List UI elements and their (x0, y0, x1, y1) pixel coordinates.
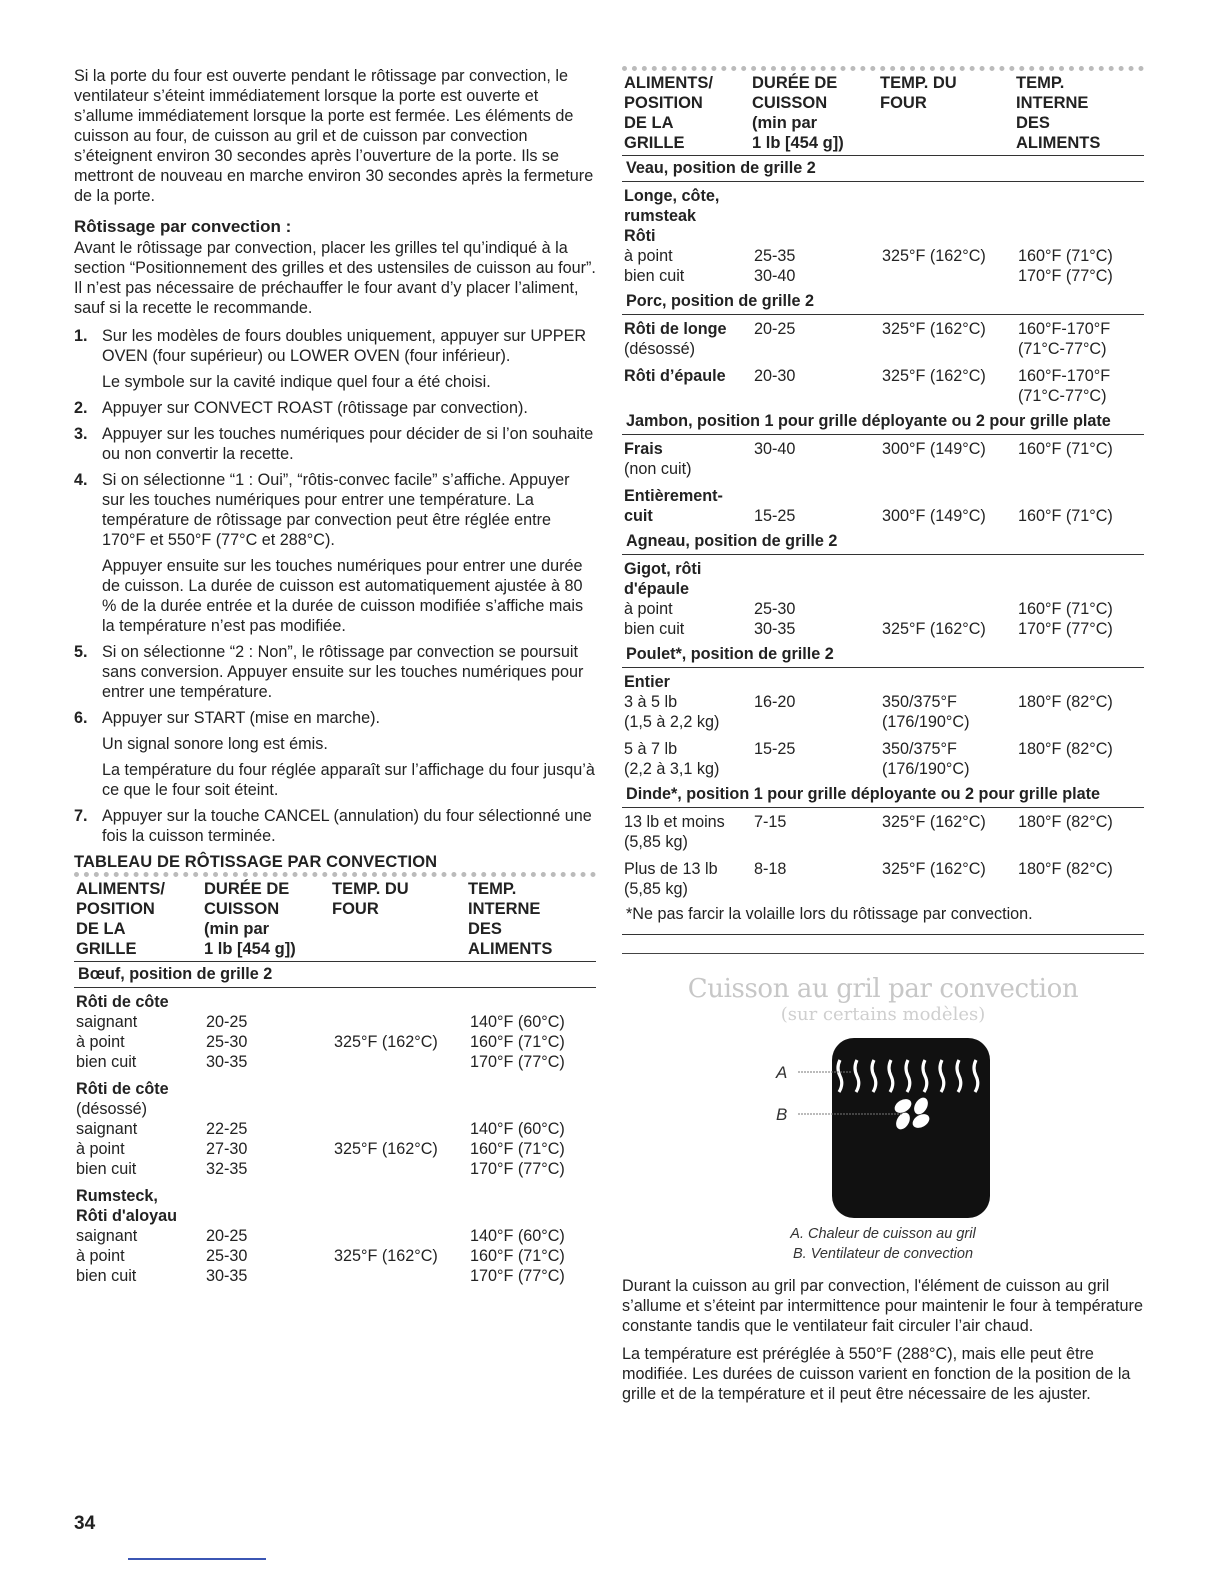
table-cell (880, 266, 1016, 286)
table-cell: 30-35 (754, 620, 796, 638)
table-group (622, 182, 1144, 289)
table-cell (468, 1099, 596, 1119)
table-cell: (désossé) (624, 340, 696, 358)
table-cell: (176/190°C) (882, 713, 970, 731)
broil-section-title: Cuisson au gril par convection (687, 974, 1079, 1004)
table-cell: Longe, côte, (624, 187, 720, 205)
table-row (622, 739, 1144, 759)
left-column (74, 66, 596, 1289)
table-cell: 325°F (162°C) (334, 1140, 438, 1158)
table-cell: d'épaule (624, 580, 690, 598)
table-section-heading: Dinde*, position 1 pour grille déployante ou 2 pour grille plate (622, 782, 1144, 808)
table-cell: 325°F (162°C) (882, 320, 986, 338)
table-cell: 160°F (71°C) (470, 1140, 565, 1158)
caption-b: B. Ventilateur de convection (792, 1246, 974, 1262)
table-cell (752, 339, 880, 359)
step-subtext: Le symbole sur la cavité indique quel four a été choisi. (102, 373, 491, 391)
table-cell: 160°F (71°C) (1018, 247, 1113, 265)
oven-illustration (622, 1034, 1144, 1224)
table-cell: 20-25 (754, 320, 796, 338)
table-row (74, 1266, 596, 1286)
table-group (74, 1182, 596, 1289)
table-cell: 30-40 (754, 267, 796, 285)
table-cell: 325°F (162°C) (882, 860, 986, 878)
table-cell: Rôti de longe (624, 320, 727, 338)
table-row (622, 832, 1144, 852)
table-cell: (2,2 à 3,1 kg) (624, 760, 720, 778)
table-header-cell: DURÉE DE CUISSON (min par 1 lb [454 g]) (204, 880, 296, 958)
table-cell: 300°F (149°C) (882, 507, 986, 525)
label-b: B (776, 1105, 788, 1124)
table-section-heading: Poulet*, position de grille 2 (622, 642, 1144, 668)
table-row (74, 992, 596, 1012)
table-row (74, 1206, 596, 1226)
table-cell (752, 579, 880, 599)
table-cell: cuit (624, 507, 653, 525)
table-cell (752, 559, 880, 579)
table-row (74, 1159, 596, 1179)
table-cell: 140°F (60°C) (470, 1227, 565, 1245)
table-row (622, 579, 1144, 599)
diagram-captions (622, 1224, 1144, 1264)
table-cell: saignant (76, 1227, 138, 1245)
table-row (74, 1032, 596, 1052)
table-cell: Rumsteck, (76, 1187, 158, 1205)
table-cell: 25-30 (754, 600, 796, 618)
table-cell: Rôti de côte (76, 1080, 169, 1098)
table-cell (880, 459, 1016, 479)
table-row (622, 439, 1144, 459)
step-number: 4. (74, 471, 88, 489)
step-item (74, 642, 596, 702)
step-text: Si on sélectionne “1 : Oui”, “rôtis-convec facile” s’affiche. Appuyer sur les touches numériques pour entrer une température. La température de rôtissage par convection peut être réglée entre 170°F et 550°F (77°C et 288°C). (102, 471, 570, 549)
table-row (622, 812, 1144, 832)
steps-list (74, 326, 596, 846)
table-cell: 32-35 (206, 1160, 248, 1178)
table-cell: 5 à 7 lb (624, 740, 678, 758)
table-header (622, 66, 1144, 156)
table-cell: Rôti (624, 227, 656, 245)
table-cell: à point (76, 1140, 125, 1158)
step-subtext: Appuyer ensuite sur les touches numériques pour entrer une durée de cuisson. La durée de cuisson est automatiquement ajustée à 80 % de la durée entrée et la durée de cuisson modifiée s’affiche mais la température n’est pas modifiée. (102, 557, 584, 635)
table-cell: 15-25 (754, 740, 796, 758)
table-cell (332, 1099, 468, 1119)
table-cell: 350/375°F (882, 693, 957, 711)
table-cell (468, 1079, 596, 1099)
table-cell (752, 712, 880, 732)
table-cell (880, 386, 1016, 406)
table-cell: Gigot, rôti (624, 560, 702, 578)
table-cell: 15-25 (754, 507, 796, 525)
table-group (622, 808, 1144, 855)
step-text: Appuyer sur la touche CANCEL (annulation) du four sélectionné une fois la cuisson terminée. (102, 807, 592, 845)
table-group (622, 362, 1144, 409)
broil-paragraph-1: Durant la cuisson au gril par convection, l'élément de cuisson au gril s’allume et s’éteint par intermittence pour maintenir le four à température constante tandis que le ventilateur fait circuler l’air chaud. (622, 1277, 1143, 1335)
table-cell (880, 206, 1016, 226)
table-cell (1016, 759, 1144, 779)
table-cell: (désossé) (76, 1100, 148, 1118)
table-cell (880, 559, 1016, 579)
table-cell: à point (624, 600, 673, 618)
table-cell (332, 1119, 468, 1139)
table-cell: 180°F (82°C) (1018, 860, 1113, 878)
table-cell (752, 459, 880, 479)
table-cell: bien cuit (624, 267, 685, 285)
table-cell: 170°F (77°C) (470, 1267, 565, 1285)
table-group (622, 555, 1144, 642)
table-cell: 20-30 (754, 367, 796, 385)
table-row (74, 1099, 596, 1119)
table-cell (880, 226, 1016, 246)
table-cell (1016, 559, 1144, 579)
table-row (622, 559, 1144, 579)
table-cell (1016, 712, 1144, 732)
table-cell: 160°F (71°C) (470, 1247, 565, 1265)
table-cell (332, 1266, 468, 1286)
table-cell (1016, 226, 1144, 246)
convect-roast-intro: Avant le rôtissage par convection, placer les grilles tel qu’indiqué à la section “Positionnement des grilles et des ustensiles de cuisson au four”. Il n’est pas nécessaire de préchauffer le four avant d’y placer l’aliment, sauf si la recette le recommande. (74, 239, 596, 317)
table-row (74, 1139, 596, 1159)
table-cell (880, 339, 1016, 359)
oven-diagram (622, 1034, 1144, 1224)
table-cell (752, 672, 880, 692)
table-cell: à point (624, 247, 673, 265)
table-cell: 20-25 (206, 1013, 248, 1031)
table-section-heading: Agneau, position de grille 2 (622, 529, 1144, 555)
table-row (622, 859, 1144, 879)
table-group (622, 435, 1144, 482)
table-cell: (non cuit) (624, 460, 692, 478)
table-cell: (1,5 à 2,2 kg) (624, 713, 720, 731)
table-row (74, 1186, 596, 1206)
table-cell: (5,85 kg) (624, 833, 688, 851)
table-cell: 160°F-170°F (1018, 320, 1111, 338)
table-cell: Rôti d'aloyau (76, 1207, 177, 1225)
table-cell: bien cuit (76, 1160, 137, 1178)
table-cell: 160°F (71°C) (1018, 440, 1113, 458)
table-cell (752, 226, 880, 246)
broil-section-subtitle: (sur certains modèles) (780, 1004, 986, 1025)
table-cell: 300°F (149°C) (882, 440, 986, 458)
table-cell: 180°F (82°C) (1018, 813, 1113, 831)
table-row (622, 712, 1144, 732)
intro-paragraph: Si la porte du four est ouverte pendant le rôtissage par convection, le ventilateur s’éteint immédiatement lorsque la porte est ouverte et s’allume immédiatement lorsque la porte est fermée. Les éléments de cuisson au four, de cuisson au gril et de cuisson par convection s’éteignent environ 30 secondes après l’ouverture de la porte. Ils se mettront de nouveau en marche environ 30 secondes après la fermeture de la porte. (74, 67, 594, 205)
table-cell: (71°C-77°C) (1018, 387, 1107, 405)
table-cell: 160°F-170°F (1018, 367, 1111, 385)
table-row (622, 619, 1144, 639)
table-cell (1016, 672, 1144, 692)
table-cell (1016, 832, 1144, 852)
convect-roast-heading: Rôtissage par convection : (74, 217, 292, 236)
table-header-cell: DURÉE DE CUISSON (min par 1 lb [454 g]) (752, 74, 844, 152)
table-cell: 30-35 (206, 1267, 248, 1285)
table-row (622, 486, 1144, 506)
table-cell (468, 1206, 596, 1226)
label-a: A (776, 1063, 788, 1082)
step-text: Appuyer sur les touches numériques pour décider de si l’on souhaite ou non convertir la recette. (102, 425, 594, 463)
table-cell (1016, 186, 1144, 206)
step-number: 2. (74, 399, 88, 417)
table-cell: 170°F (77°C) (1018, 620, 1113, 638)
table-cell (880, 486, 1016, 506)
table-header (74, 872, 596, 962)
table-cell (1016, 459, 1144, 479)
caption-a: A. Chaleur de cuisson au gril (790, 1226, 976, 1242)
table-cell: 160°F (71°C) (1018, 507, 1113, 525)
table-cell: bien cuit (624, 620, 685, 638)
table-cell: 170°F (77°C) (470, 1053, 565, 1071)
table-cell (1016, 206, 1144, 226)
table-cell (204, 1206, 332, 1226)
table-cell: (5,85 kg) (624, 880, 688, 898)
table-cell: saignant (76, 1120, 138, 1138)
step-number: 3. (74, 425, 88, 443)
table-header-cell: TEMP. DU FOUR (332, 880, 409, 918)
table-row (622, 672, 1144, 692)
table-section-heading: Porc, position de grille 2 (622, 289, 1144, 315)
table-cell: 25-35 (754, 247, 796, 265)
table-cell (204, 1099, 332, 1119)
table-header-cell: ALIMENTS/ POSITION DE LA GRILLE (76, 880, 165, 958)
table-cell (332, 1012, 468, 1032)
table-cell: 22-25 (206, 1120, 248, 1138)
step-number: 6. (74, 709, 88, 727)
table-cell: Frais (624, 440, 663, 458)
table-row (74, 1246, 596, 1266)
broil-paragraph-2: La température est préréglée à 550°F (288°C), mais elle peut être modifiée. Les durées de cuisson varient en fonction de la position de la grille et de la température et il peut être nécessaire de les ajuster. (622, 1345, 1131, 1403)
step-number: 5. (74, 643, 88, 661)
table-cell: 325°F (162°C) (334, 1033, 438, 1051)
table-cell (204, 1186, 332, 1206)
step-item (74, 424, 596, 464)
divider (622, 935, 1144, 954)
table-cell: Entier (624, 673, 670, 691)
table-cell: 3 à 5 lb (624, 693, 678, 711)
table-cell: rumsteak (624, 207, 696, 225)
table-cell: 30-40 (754, 440, 796, 458)
step-number: 1. (74, 327, 88, 345)
table-cell (332, 1052, 468, 1072)
table-cell: 180°F (82°C) (1018, 740, 1113, 758)
table-cell: bien cuit (76, 1053, 137, 1071)
table-cell: 140°F (60°C) (470, 1120, 565, 1138)
table-cell: 325°F (162°C) (882, 367, 986, 385)
table-group (622, 668, 1144, 735)
table-cell: 170°F (77°C) (470, 1160, 565, 1178)
roast-table-right (622, 66, 1144, 902)
table-group (622, 315, 1144, 362)
table-cell (332, 992, 468, 1012)
table-row (622, 386, 1144, 406)
table-cell: Plus de 13 lb (624, 860, 718, 878)
table-cell: Entièrement- (624, 487, 723, 505)
table-cell (880, 579, 1016, 599)
table-row (622, 506, 1144, 526)
table-cell (204, 992, 332, 1012)
step-text: Si on sélectionne “2 : Non”, le rôtissage par convection se poursuit sans conversion. Appuyer ensuite sur les touches numériques pour entrer une température. (102, 643, 584, 701)
table-footnote: *Ne pas farcir la volaille lors du rôtissage par convection. (622, 904, 1144, 935)
table-header-cell: ALIMENTS/ POSITION DE LA GRILLE (624, 74, 713, 152)
step-item (74, 326, 596, 392)
table-row (622, 692, 1144, 712)
step-text: Appuyer sur CONVECT ROAST (rôtissage par convection). (102, 399, 528, 417)
table-cell (204, 1079, 332, 1099)
table-row (74, 1226, 596, 1246)
table-cell: 13 lb et moins (624, 813, 725, 831)
table-cell (880, 879, 1016, 899)
table-group (74, 988, 596, 1075)
table-cell: 160°F (71°C) (1018, 600, 1113, 618)
table-cell: à point (76, 1247, 125, 1265)
table-cell: (176/190°C) (882, 760, 970, 778)
table-cell: 325°F (162°C) (882, 813, 986, 831)
table-cell: à point (76, 1033, 125, 1051)
table-cell: bien cuit (76, 1267, 137, 1285)
step-item (74, 398, 596, 418)
table-cell: 30-35 (206, 1053, 248, 1071)
table-cell: 325°F (162°C) (334, 1247, 438, 1265)
table-cell (752, 186, 880, 206)
table-row (622, 266, 1144, 286)
table-cell: 27-30 (206, 1140, 248, 1158)
table-row (622, 879, 1144, 899)
table-row (622, 226, 1144, 246)
table-header-cell: TEMP. INTERNE DES ALIMENTS (1016, 74, 1101, 152)
table-section-heading: Bœuf, position de grille 2 (74, 962, 596, 988)
table-section-heading: Jambon, position 1 pour grille déployante ou 2 pour grille plate (622, 409, 1144, 435)
table-cell (752, 759, 880, 779)
table-cell (1016, 879, 1144, 899)
table-group (74, 1075, 596, 1182)
step-number: 7. (74, 807, 88, 825)
table-section-heading: Veau, position de grille 2 (622, 156, 1144, 182)
table-cell (1016, 579, 1144, 599)
step-item (74, 470, 596, 636)
table-cell: 25-30 (206, 1033, 248, 1051)
step-text: Sur les modèles de fours doubles uniquement, appuyer sur UPPER OVEN (four supérieur) ou LOWER OVEN (four inférieur). (102, 327, 587, 365)
table-row (74, 1119, 596, 1139)
table-cell (1016, 486, 1144, 506)
table-cell: Rôti d’épaule (624, 367, 726, 385)
table-row (622, 339, 1144, 359)
table-header-cell: TEMP. INTERNE DES ALIMENTS (468, 880, 553, 958)
table-cell (332, 1206, 468, 1226)
table-cell (752, 486, 880, 506)
table-group (622, 735, 1144, 782)
table-cell: 325°F (162°C) (882, 247, 986, 265)
table-cell: 180°F (82°C) (1018, 693, 1113, 711)
table-row (622, 246, 1144, 266)
table-cell (332, 1186, 468, 1206)
table-cell: 20-25 (206, 1227, 248, 1245)
table-cell (880, 832, 1016, 852)
table-cell: 140°F (60°C) (470, 1013, 565, 1031)
table-cell (332, 1226, 468, 1246)
step-subtext: Un signal sonore long est émis. (102, 735, 328, 753)
table-cell (468, 1186, 596, 1206)
table-cell (752, 206, 880, 226)
table-cell (468, 992, 596, 1012)
table-row (622, 759, 1144, 779)
table-cell: 170°F (77°C) (1018, 267, 1113, 285)
table-cell: 16-20 (754, 693, 796, 711)
table-cell (752, 386, 880, 406)
table-cell: Rôti de côte (76, 993, 169, 1011)
table-row (622, 206, 1144, 226)
table-row (74, 1079, 596, 1099)
table-cell (880, 672, 1016, 692)
table-cell: 8-18 (754, 860, 787, 878)
table-row (622, 319, 1144, 339)
footer-line (128, 1558, 266, 1560)
table-cell (752, 879, 880, 899)
page-number: 34 (74, 1513, 96, 1534)
table-row (622, 366, 1144, 386)
table-row (74, 1012, 596, 1032)
table-row (74, 1052, 596, 1072)
roast-table-left (74, 872, 596, 1289)
table-row (622, 459, 1144, 479)
table-cell: 160°F (71°C) (470, 1033, 565, 1051)
table-cell: (71°C-77°C) (1018, 340, 1107, 358)
step-text: Appuyer sur START (mise en marche). (102, 709, 380, 727)
table-title: TABLEAU DE RÔTISSAGE PAR CONVECTION (74, 853, 438, 871)
table-group (622, 482, 1144, 529)
table-header-cell: TEMP. DU FOUR (880, 74, 957, 112)
step-item (74, 806, 596, 846)
table-cell (622, 386, 752, 406)
table-cell (880, 599, 1016, 619)
table-row (622, 599, 1144, 619)
right-column (622, 66, 1144, 1412)
table-row (622, 186, 1144, 206)
step-subtext: La température du four réglée apparaît sur l’affichage du four jusqu’à ce que le four soit éteint. (102, 761, 595, 799)
table-cell (332, 1159, 468, 1179)
table-cell: 7-15 (754, 813, 787, 831)
table-cell (880, 186, 1016, 206)
table-cell (752, 832, 880, 852)
step-item (74, 708, 596, 800)
table-cell (332, 1079, 468, 1099)
table-cell: 25-30 (206, 1247, 248, 1265)
table-cell: 325°F (162°C) (882, 620, 986, 638)
table-cell: 350/375°F (882, 740, 957, 758)
table-cell: saignant (76, 1013, 138, 1031)
table-group (622, 855, 1144, 902)
